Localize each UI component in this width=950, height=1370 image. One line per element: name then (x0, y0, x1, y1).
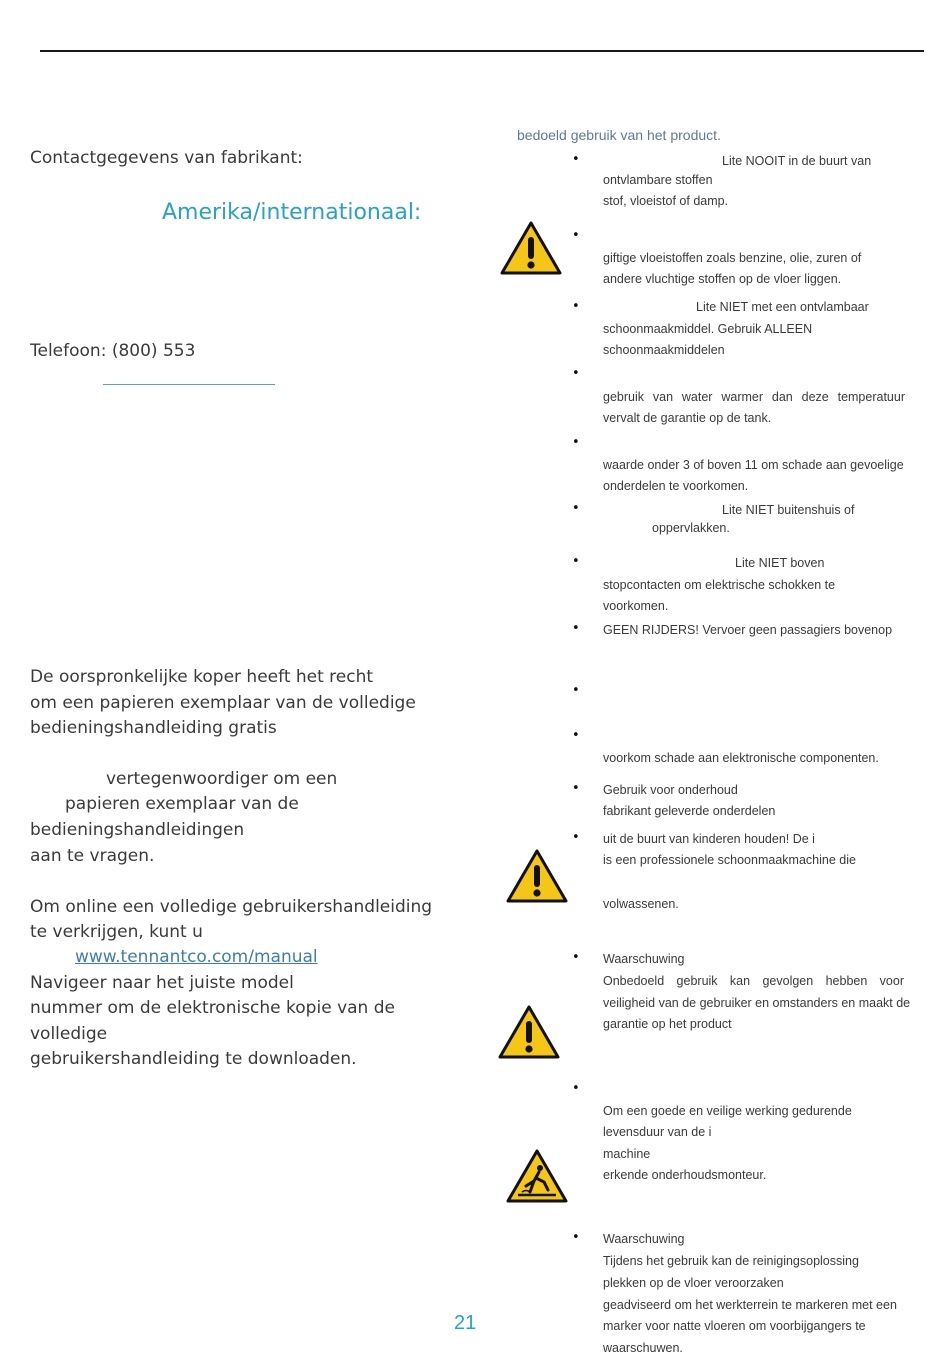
paper-p2-line3: bedieningshandleidingen (30, 820, 245, 840)
b3-line3: schoonmaakmiddelen (603, 343, 725, 357)
bullet-marker: • (572, 554, 580, 569)
manual-link[interactable]: www.tennantco.com/manual (75, 947, 318, 967)
online-p1-line2: te verkrijgen, kunt u (30, 922, 203, 942)
slippery-floor-icon (506, 1148, 568, 1204)
online-p2-line3: volledige (30, 1024, 108, 1044)
b15-line4: geadviseerd om het werkterrein te markeren met een (603, 1298, 897, 1312)
b3-line2: schoonmaakmiddel. Gebruik ALLEEN (603, 322, 813, 336)
b4-line1: gebruik van water warmer dan deze temperatuur (603, 390, 905, 404)
b13-line1: Waarschuwing (603, 952, 685, 966)
b1-line2: ontvlambare stoffen (603, 173, 713, 187)
b15-line3: plekken op de vloer veroorzaken (603, 1276, 784, 1290)
warning-triangle-icon (500, 220, 562, 276)
paper-p1-line1: De oorspronkelijke koper heeft het recht (30, 667, 374, 687)
paper-p2-line1: vertegenwoordiger om een (106, 769, 338, 789)
bullet-marker: • (572, 728, 580, 743)
bullet-marker: • (572, 501, 580, 516)
b5-line2: onderdelen te voorkomen. (603, 479, 749, 493)
region-heading: Amerika/internationaal: (162, 200, 422, 225)
b1-line3: stof, vloeistof of damp. (603, 194, 729, 208)
b14-line1: Om een goede en veilige werking gedurende (603, 1104, 852, 1118)
header-rule (40, 50, 924, 52)
warning-triangle-icon (498, 1004, 560, 1060)
b11-line1: Gebruik voor onderhoud (603, 783, 738, 797)
intro-text: bedoeld gebruik van het product. (517, 127, 721, 143)
paper-p1-line3: bedieningshandleiding gratis (30, 718, 277, 738)
bullet-marker: • (572, 830, 580, 845)
b2-line1: giftige vloeistoffen zoals benzine, olie, zuren of (603, 251, 862, 265)
b4-line2: vervalt de garantie op de tank. (603, 411, 772, 425)
contact-label: Contactgegevens van fabrikant: (30, 148, 303, 168)
online-p1-line1: Om online een volledige gebruikershandleiding (30, 897, 433, 917)
b13-line2: Onbedoeld gebruik kan gevolgen hebben voor (603, 974, 904, 988)
bullet-marker: • (572, 683, 580, 698)
bullet-marker: • (572, 299, 580, 314)
b2-line2: andere vluchtige stoffen op de vloer liggen. (603, 272, 842, 286)
b10-line1: voorkom schade aan elektronische componenten. (603, 751, 879, 765)
b6-line1: Lite NIET buitenshuis of (722, 503, 855, 517)
b13-line4: garantie op het product (603, 1017, 732, 1031)
bullet-marker: • (572, 1230, 580, 1245)
b7-line1: Lite NIET boven (735, 556, 825, 570)
b6-line2: oppervlakken. (652, 521, 730, 535)
bullet-marker: • (572, 781, 580, 796)
paper-p1-line2: om een papieren exemplaar van de volledige (30, 693, 416, 713)
bullet-marker: • (572, 366, 580, 381)
link-underline (103, 384, 275, 385)
bullet-marker: • (572, 621, 580, 636)
warning-triangle-icon (506, 848, 568, 904)
b11-line2: fabrikant geleverde onderdelen (603, 804, 776, 818)
b15-line6: waarschuwen. (603, 1341, 683, 1355)
b15-line5: marker voor natte vloeren om voorbijgangers te (603, 1319, 866, 1333)
b15-line1: Waarschuwing (603, 1232, 685, 1246)
b8-line1: GEEN RIJDERS! Vervoer geen passagiers bovenop (603, 623, 893, 637)
online-p2-line1: Navigeer naar het juiste model (30, 973, 294, 993)
bullet-marker: • (572, 1081, 580, 1096)
b14-line2: levensduur van de i (603, 1125, 712, 1139)
b1-line1: Lite NOOIT in de buurt van (722, 154, 872, 168)
b5-line1: waarde onder 3 of boven 11 om schade aan gevoelige (603, 458, 904, 472)
b14-line3: machine (603, 1147, 651, 1161)
page-number: 21 (454, 1312, 477, 1334)
b3-line1: Lite NIET met een ontvlambaar (696, 300, 869, 314)
b12-line1: uit de buurt van kinderen houden! De i (603, 832, 815, 846)
b13-line3: veiligheid van de gebruiker en omstanders en maakt de (603, 996, 911, 1010)
bullet-marker: • (572, 228, 580, 243)
bullet-marker: • (572, 950, 580, 965)
paper-p2-line2: papieren exemplaar van de (65, 794, 299, 814)
b15-line2: Tijdens het gebruik kan de reinigingsoplossing (603, 1254, 859, 1268)
paper-p2-line4: aan te vragen. (30, 846, 155, 866)
bullet-marker: • (572, 435, 580, 450)
online-p2-line4: gebruikershandleiding te downloaden. (30, 1049, 357, 1069)
b7-line3: voorkomen. (603, 599, 669, 613)
b7-line2: stopcontacten om elektrische schokken te (603, 578, 836, 592)
bullet-marker: • (572, 152, 580, 167)
b14-line4: erkende onderhoudsmonteur. (603, 1168, 767, 1182)
b12-line2: is een professionele schoonmaakmachine die (603, 853, 856, 867)
b12-line3: volwassenen. (603, 897, 679, 911)
phone-number: Telefoon: (800) 553 (30, 341, 196, 361)
online-p2-line2: nummer om de elektronische kopie van de (30, 998, 395, 1018)
